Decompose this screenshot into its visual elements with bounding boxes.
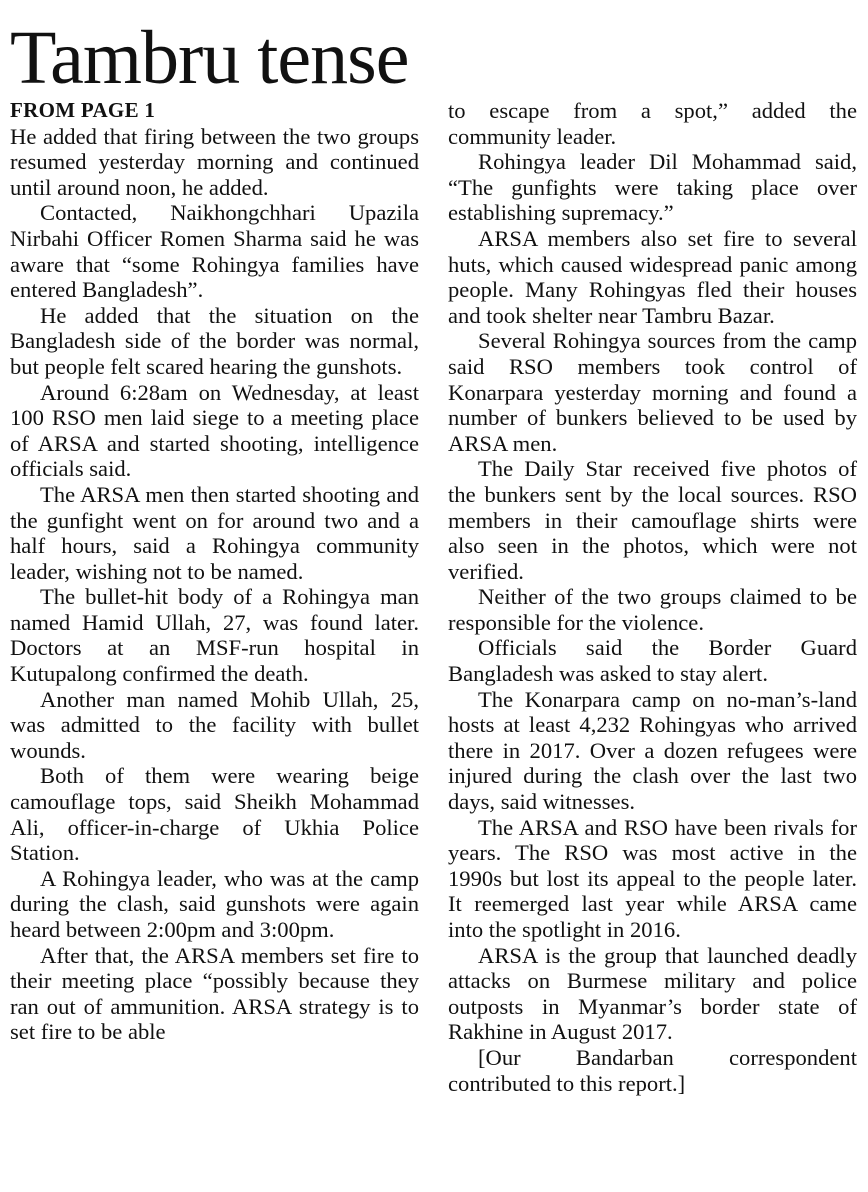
- paragraph: The ARSA men then started shooting and the gunfight went on for around two and a half hours, said a Rohingya community leader, wishing not to be named.: [10, 481, 419, 584]
- paragraph: Neither of the two groups claimed to be responsible for the violence.: [448, 584, 857, 635]
- paragraph: The ARSA and RSO have been rivals for years. The RSO was most active in the 1990s but lost its appeal to the people later. It reemerged last year while ARSA came into the spotlight in 2016.: [448, 814, 857, 942]
- paragraph: Another man named Mohib Ullah, 25, was admitted to the facility with bullet wounds.: [10, 686, 419, 763]
- paragraph: The bullet-hit body of a Rohingya man named Hamid Ullah, 27, was found later. Doctors at an MSF-run hospital in Kutupalong confirmed the death.: [10, 584, 419, 687]
- paragraph: Officials said the Border Guard Bangladesh was asked to stay alert.: [448, 635, 857, 687]
- right-column: [448, 98, 857, 1096]
- kicker: FROM PAGE 1: [10, 98, 156, 122]
- headline: Tambru tense: [10, 16, 409, 100]
- paragraph: ARSA members also set fire to several huts, which caused widespread panic among people. Many Rohingyas fled their houses and took shelter near Tambru Bazar.: [448, 225, 857, 328]
- paragraph: After that, the ARSA members set fire to their meeting place “possibly because they ran out of ammunition. ARSA strategy is to set fire to be able: [10, 942, 419, 1045]
- left-column: [10, 98, 419, 1045]
- paragraph: Both of them were wearing beige camouflage tops, said Sheikh Mohammad Ali, officer-in-charge of Ukhia Police Station.: [10, 763, 419, 866]
- paragraph: ARSA is the group that launched deadly attacks on Burmese military and police outposts in Myanmar’s border state of Rakhine in August 2017.: [448, 942, 857, 1045]
- paragraph: Around 6:28am on Wednesday, at least 100 RSO men laid siege to a meeting place of ARSA and started shooting, intelligence officials said.: [10, 379, 419, 482]
- paragraph: A Rohingya leader, who was at the camp during the clash, said gunshots were again heard between 2:00pm and 3:00pm.: [10, 865, 419, 942]
- paragraph-continued: to escape from a spot,” added the community leader.: [448, 98, 857, 149]
- paragraph: Several Rohingya sources from the camp said RSO members took control of Konarpara yesterday morning and found a number of bunkers believed to be used by ARSA men.: [448, 328, 857, 456]
- paragraph: Rohingya leader Dil Mohammad said, “The gunfights were taking place over establishing supremacy.”: [448, 149, 857, 226]
- paragraph: The Daily Star received five photos of the bunkers sent by the local sources. RSO members in their camouflage shirts were also seen in the photos, which were not verified.: [448, 456, 857, 584]
- paragraph: He added that the situation on the Bangladesh side of the border was normal, but people felt scared hearing the gunshots.: [10, 302, 419, 379]
- paragraph: The Konarpara camp on no-man’s-land hosts at least 4,232 Rohingyas who arrived there in 2017. Over a dozen refugees were injured during the clash over the last two days, said witnesses.: [448, 686, 857, 815]
- paragraph: He added that firing between the two groups resumed yesterday morning and continued until around noon, he added.: [10, 123, 419, 200]
- byline-note: [Our Bandarban correspondent contributed to this report.]: [448, 1044, 857, 1096]
- paragraph: Contacted, Naikhongchhari Upazila Nirbahi Officer Romen Sharma said he was aware that “some Rohingya families have entered Bangladesh”.: [10, 200, 419, 303]
